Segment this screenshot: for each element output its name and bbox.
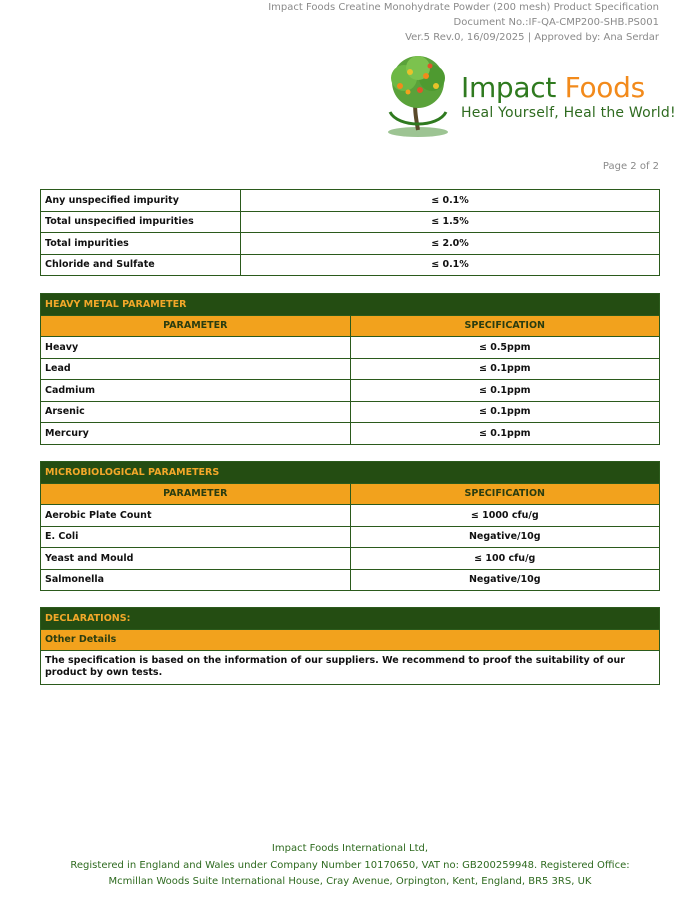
table-row: [41, 651, 660, 685]
table-row: [41, 358, 660, 380]
parameter-cell: Mercury: [41, 423, 351, 445]
subsection-title-row: [41, 629, 660, 651]
impurities-table: [40, 189, 660, 276]
table-row: [41, 211, 660, 233]
table-row: [41, 254, 660, 276]
parameter-cell: Arsenic: [41, 401, 351, 423]
declarations-table: [40, 607, 660, 685]
footer-company-name: Impact Foods International Ltd,: [271, 843, 429, 854]
section-title: DECLARATIONS:: [41, 608, 660, 630]
header-product-line: Impact Foods Creatine Monohydrate Powder (200 mesh) Product Specification: [268, 2, 659, 13]
brand-tagline: Heal Yourself, Heal the World!: [461, 105, 676, 121]
table-row: [41, 401, 660, 423]
parameter-cell: Aerobic Plate Count: [41, 505, 351, 527]
parameter-cell: Yeast and Mould: [41, 548, 351, 570]
table-row: [41, 423, 660, 445]
brand-name-part1: Impact: [461, 71, 557, 104]
table-row: [41, 190, 660, 212]
section-title-row: [41, 294, 660, 316]
specification-cell: ≤ 0.5ppm: [350, 337, 660, 359]
table-row: [41, 569, 660, 591]
parameter-cell: Heavy: [41, 337, 351, 359]
section-title-row: [41, 608, 660, 630]
table-row: [41, 526, 660, 548]
section-title-row: [41, 462, 660, 484]
specification-cell: Negative/10g: [350, 526, 660, 548]
declaration-text: The specification is based on the information of our suppliers. We recommend to proof the suitability of our product by own tests.: [41, 651, 660, 685]
footer-registration: Registered in England and Wales under Company Number 10170650, VAT no: GB200259948. Registered Office:: [70, 859, 630, 871]
section-title: MICROBIOLOGICAL PARAMETERS: [41, 462, 660, 484]
column-header-row: [41, 483, 660, 505]
specification-cell: ≤ 0.1%: [241, 190, 660, 212]
column-header-row: [41, 315, 660, 337]
page-number: Page 2 of 2: [602, 161, 659, 172]
brand-name-part2: Foods: [564, 71, 645, 104]
specification-cell: ≤ 0.1ppm: [350, 401, 660, 423]
parameter-cell: Cadmium: [41, 380, 351, 402]
table-row: [41, 233, 660, 255]
microbiological-table: [40, 461, 660, 591]
document-header: [268, 0, 659, 45]
table-row: [41, 337, 660, 359]
specification-cell: ≤ 0.1ppm: [350, 423, 660, 445]
column-header-specification: SPECIFICATION: [350, 483, 660, 505]
specification-cell: ≤ 1000 cfu/g: [350, 505, 660, 527]
parameter-cell: Total unspecified impurities: [41, 211, 241, 233]
column-header-parameter: PARAMETER: [41, 315, 351, 337]
header-version-line: Ver.5 Rev.0, 16/09/2025 | Approved by: Ana Serdar: [405, 32, 659, 43]
table-row: [41, 380, 660, 402]
tree-logo-icon: [378, 52, 458, 138]
specification-cell: ≤ 0.1ppm: [350, 358, 660, 380]
heavy-metal-table: [40, 293, 660, 445]
parameter-cell: Any unspecified impurity: [41, 190, 241, 212]
table-row: [41, 505, 660, 527]
footer-address: Mcmillan Woods Suite International House, Cray Avenue, Orpington, Kent, England, BR5 3RS, UK: [108, 876, 592, 887]
document-footer: [0, 841, 700, 891]
specification-cell: ≤ 2.0%: [241, 233, 660, 255]
subsection-title: Other Details: [41, 629, 660, 651]
specification-cell: ≤ 100 cfu/g: [350, 548, 660, 570]
parameter-cell: Total impurities: [41, 233, 241, 255]
parameter-cell: Salmonella: [41, 569, 351, 591]
parameter-cell: Chloride and Sulfate: [41, 254, 241, 276]
parameter-cell: Lead: [41, 358, 351, 380]
column-header-parameter: PARAMETER: [41, 483, 351, 505]
brand-name: [461, 72, 676, 104]
specification-cell: ≤ 0.1ppm: [350, 380, 660, 402]
parameter-cell: E. Coli: [41, 526, 351, 548]
specification-cell: Negative/10g: [350, 569, 660, 591]
specification-cell: ≤ 0.1%: [241, 254, 660, 276]
specification-cell: ≤ 1.5%: [241, 211, 660, 233]
company-logo: [378, 52, 676, 138]
section-title: HEAVY METAL PARAMETER: [41, 294, 660, 316]
table-row: [41, 548, 660, 570]
column-header-specification: SPECIFICATION: [350, 315, 660, 337]
header-document-number: Document No.:IF-QA-CMP200-SHB.PS001: [453, 17, 659, 28]
